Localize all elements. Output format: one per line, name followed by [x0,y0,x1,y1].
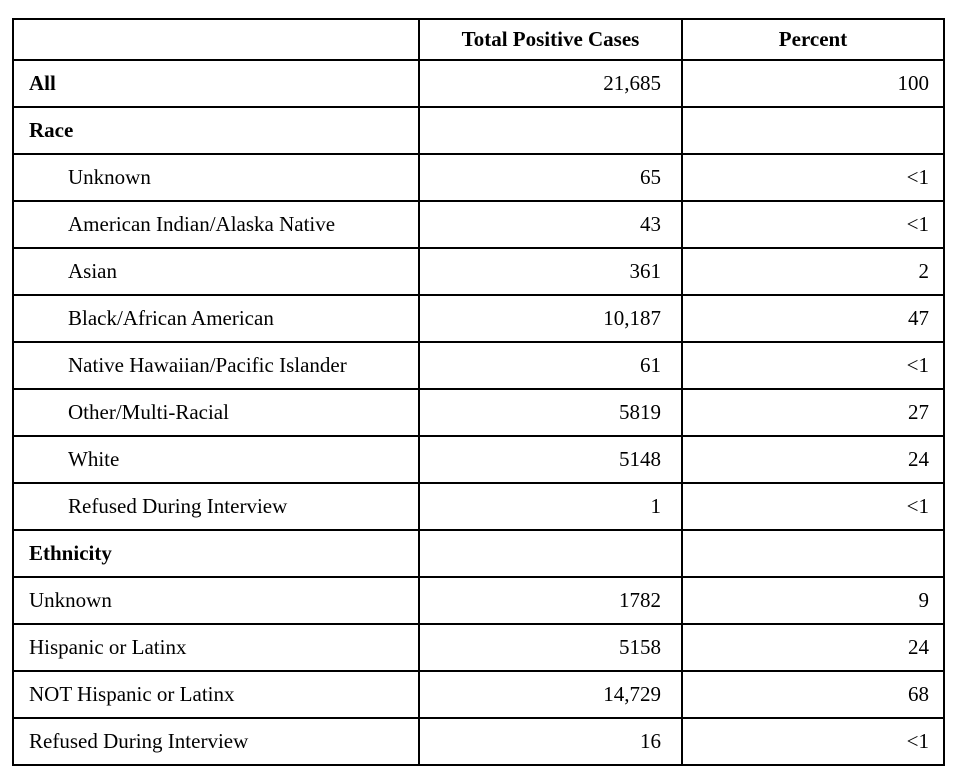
row-label-cell: Black/African American [13,295,419,342]
cases-cell: 1 [419,483,682,530]
cases-cell [419,530,682,577]
row-ethnicity-refused-during-interview [13,718,944,765]
row-label-cell: Refused During Interview [13,718,419,765]
header-row [13,19,944,60]
row-label-cell: White [13,436,419,483]
row-label-cell: American Indian/Alaska Native [13,201,419,248]
percent-cell: 68 [682,671,944,718]
row-label-cell: Asian [13,248,419,295]
percent-cell [682,107,944,154]
section-label-cell: Ethnicity [13,530,419,577]
header-empty-cell [13,19,419,60]
cases-cell: 5148 [419,436,682,483]
cases-cell [419,107,682,154]
percent-cell: 27 [682,389,944,436]
demographics-table [12,18,945,766]
row-label-cell: All [13,60,419,107]
percent-cell: 100 [682,60,944,107]
row-ethnicity-section [13,530,944,577]
header-total-positive-cases: Total Positive Cases [419,19,682,60]
row-race-section [13,107,944,154]
cases-cell: 5819 [419,389,682,436]
percent-cell: <1 [682,483,944,530]
row-label-cell: Native Hawaiian/Pacific Islander [13,342,419,389]
row-race-white [13,436,944,483]
row-race-american-indian-alaska-native [13,201,944,248]
cases-cell: 16 [419,718,682,765]
percent-cell: 47 [682,295,944,342]
cases-cell: 361 [419,248,682,295]
percent-cell: 24 [682,436,944,483]
percent-cell: 2 [682,248,944,295]
row-race-native-hawaiian-pacific-islander [13,342,944,389]
cases-cell: 5158 [419,624,682,671]
row-label-cell: NOT Hispanic or Latinx [13,671,419,718]
header-percent: Percent [682,19,944,60]
cases-cell: 10,187 [419,295,682,342]
percent-cell [682,530,944,577]
row-race-black-african-american [13,295,944,342]
percent-cell: 9 [682,577,944,624]
row-ethnicity-not-hispanic-or-latinx [13,671,944,718]
cases-cell: 61 [419,342,682,389]
row-ethnicity-hispanic-or-latinx [13,624,944,671]
percent-cell: <1 [682,154,944,201]
row-label-cell: Refused During Interview [13,483,419,530]
row-race-asian [13,248,944,295]
section-label-cell: Race [13,107,419,154]
percent-cell: <1 [682,201,944,248]
row-race-other-multi-racial [13,389,944,436]
row-race-refused-during-interview [13,483,944,530]
row-label-cell: Unknown [13,154,419,201]
row-ethnicity-unknown [13,577,944,624]
cases-cell: 1782 [419,577,682,624]
cases-cell: 43 [419,201,682,248]
cases-cell: 21,685 [419,60,682,107]
row-label-cell: Hispanic or Latinx [13,624,419,671]
percent-cell: 24 [682,624,944,671]
cases-cell: 65 [419,154,682,201]
row-all [13,60,944,107]
cases-cell: 14,729 [419,671,682,718]
row-label-cell: Other/Multi-Racial [13,389,419,436]
percent-cell: <1 [682,718,944,765]
row-label-cell: Unknown [13,577,419,624]
row-race-unknown [13,154,944,201]
percent-cell: <1 [682,342,944,389]
